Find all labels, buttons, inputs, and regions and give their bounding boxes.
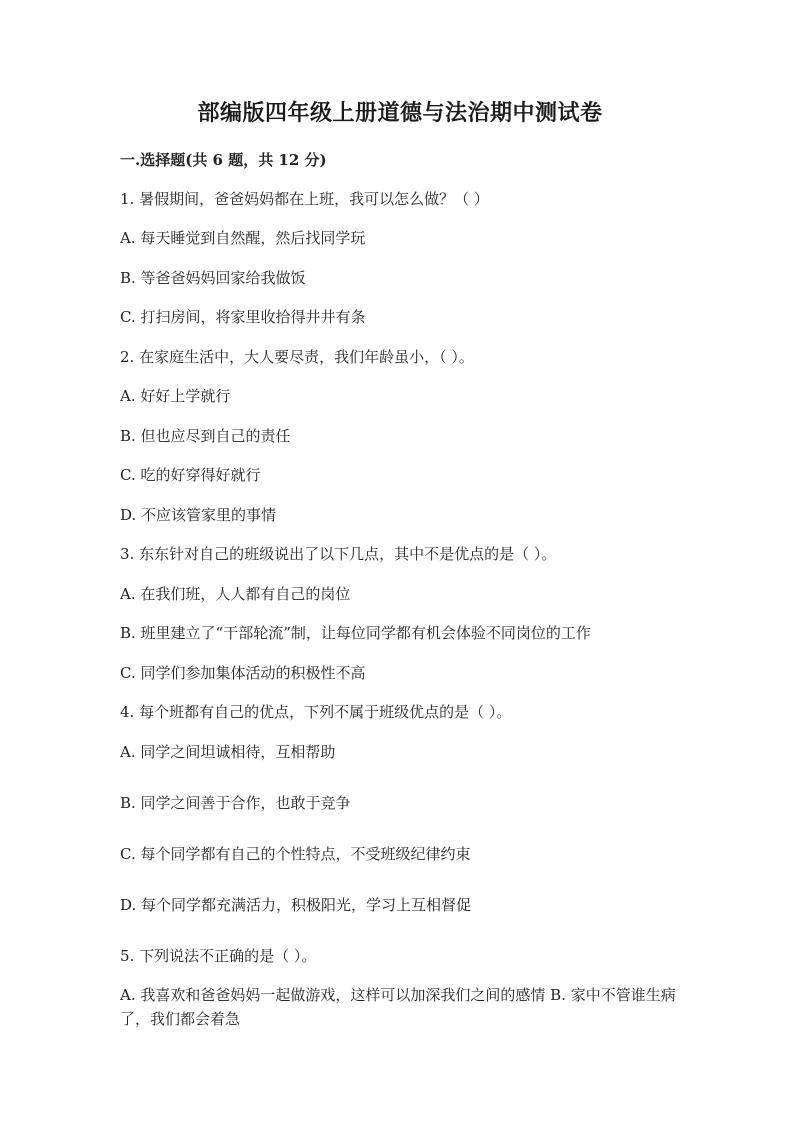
question-4-option-d: D. 每个同学都充满活力，积极阳光，学习上互相督促: [120, 896, 472, 914]
question-2-option-c: C. 吃的好穿得好就行: [120, 466, 261, 484]
question-1-option-b: B. 等爸爸妈妈回家给我做饭: [120, 269, 306, 287]
question-2-option-d: D. 不应该管家里的事情: [120, 506, 277, 524]
question-1-option-c: C. 打扫房间，将家里收拾得井井有条: [120, 308, 366, 326]
question-2-stem: 2. 在家庭生活中，大人要尽责，我们年龄虽小，（ ）。: [120, 348, 474, 366]
question-4-option-b: B. 同学之间善于合作，也敢于竞争: [120, 794, 351, 812]
question-3-option-b: B. 班里建立了“干部轮流”制，让每位同学都有机会体验不同岗位的工作: [120, 624, 591, 642]
question-4-stem: 4. 每个班都有自己的优点，下列不属于班级优点的是（ ）。: [120, 703, 512, 721]
question-2-option-b: B. 但也应尽到自己的责任: [120, 427, 291, 445]
question-1-option-a: A. 每天睡觉到自然醒，然后找同学玩: [120, 229, 366, 247]
question-2-option-a: A. 好好上学就行: [120, 387, 231, 405]
question-3-option-c: C. 同学们参加集体活动的积极性不高: [120, 664, 366, 682]
question-5-option-a: A. 我喜欢和爸爸妈妈一起做游戏，这样可以加深我们之间的感情 B. 家中不管谁生病了，我们都会着急: [120, 986, 676, 1028]
question-5-stem: 5. 下列说法不正确的是（ ）。: [120, 947, 317, 965]
question-3-option-a: A. 在我们班，人人都有自己的岗位: [120, 585, 351, 603]
question-4-option-a: A. 同学之间坦诚相待，互相帮助: [120, 743, 336, 761]
page-title: 部编版四年级上册道德与法治期中测试卷: [197, 100, 603, 126]
section-heading: 一.选择题(共 6 题，共 12 分): [120, 151, 327, 169]
question-1-stem: 1. 暑假期间，爸爸妈妈都在上班，我可以怎么做？（ ）: [120, 190, 489, 208]
question-3-stem: 3. 东东针对自己的班级说出了以下几点，其中不是优点的是（ ）。: [120, 545, 557, 563]
question-4-option-c: C. 每个同学都有自己的个性特点，不受班级纪律约束: [120, 845, 471, 863]
